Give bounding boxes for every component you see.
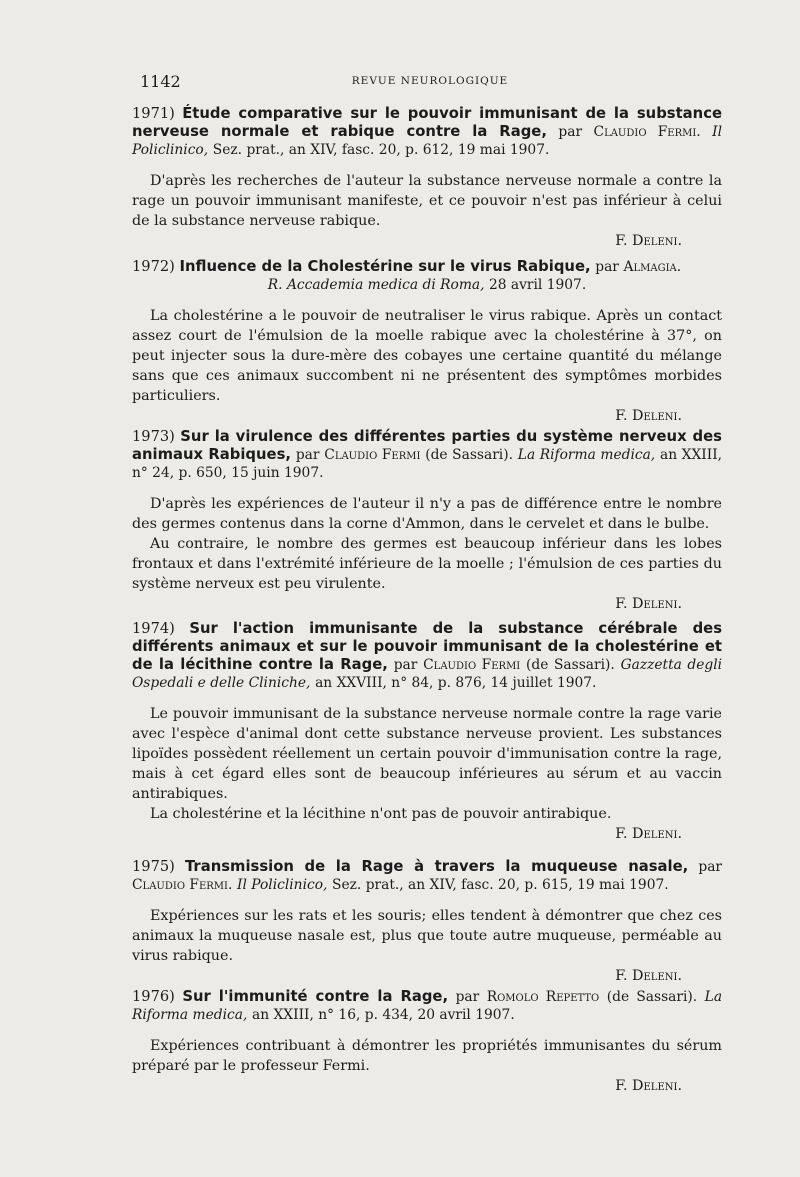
signature: F. Deleni.: [615, 1078, 682, 1094]
entry-heading: [132, 258, 722, 294]
page-number: 1142: [140, 72, 181, 91]
entry-citation-details: Sez. prat., an XIV, fasc. 20, p. 615, 19 mai 1907.: [332, 877, 669, 893]
entry-abstract: [132, 306, 722, 426]
abstract-text: Le pouvoir immunisant de la substance nerveuse normale contre la rage varie avec l'espèce d'animal dont cette substance nerveuse provient. Les substances lipoïdes possèdent réellement un certain pouvoir d'immunisation contre la rage, mais à cet égard elles sont de beaucoup inférieures au sérum et au vaccin antirabiques.: [132, 706, 722, 802]
abstract-text: Expériences sur les rats et les souris; elles tendent à démontrer que chez ces animaux la muqueuse nasale est, plus que toute autre muqueuse, perméable au virus rabique.: [132, 908, 722, 964]
entry-author: Claudio Fermi: [324, 447, 421, 463]
abstract-text: D'après les expériences de l'auteur il n'y a pas de différence entre le nombre des germes contenus dans la corne d'Ammon, dans le cervelet et dans le bulbe.: [132, 496, 722, 532]
entry-number: 1972): [132, 258, 175, 275]
entry-citation-details: an XXVIII, n° 84, p. 876, 14 juillet 1907.: [315, 675, 597, 691]
byline-par: par: [393, 657, 418, 673]
entry-journal: La Riforma medica,: [132, 989, 723, 1023]
abstract-text: La cholestérine et la lécithine n'ont pas de pouvoir antirabique.: [150, 806, 612, 822]
abstract-text: D'après les recherches de l'auteur la substance nerveuse normale a contre la rage un pouvoir immunisant manifeste, et ce pouvoir n'est pas inférieur à celui de la substance nerveuse rabique.: [132, 173, 722, 229]
page-header: [140, 72, 720, 94]
entry-citation-details: 28 avril 1907.: [488, 277, 587, 293]
entry-citation-details: Sez. prat., an XIV, fasc. 20, p. 612, 19 mai 1907.: [212, 142, 550, 158]
signature: F. Deleni.: [615, 233, 682, 249]
abstract-entry-1971: [132, 105, 722, 251]
entry-author: Claudio Fermi.: [593, 124, 701, 140]
entry-journal: Il Policlinico,: [237, 877, 328, 893]
abstract-text: Expériences contribuant à démontrer les propriétés immunisantes du sérum préparé par le professeur Fermi.: [132, 1038, 722, 1074]
abstract-text: La cholestérine a le pouvoir de neutraliser le virus rabique. Après un contact assez court de l'émulsion de la moelle rabique avec la cholestérine à 37°, on peut injecter sous la dure-mère des cobayes une certaine quantité du mélange sans que ces animaux succombent ni ne présentent des symptômes morbides particuliers.: [132, 308, 722, 404]
entry-abstract: [132, 171, 722, 251]
signature: F. Deleni.: [615, 968, 682, 984]
entry-affiliation: (de Sassari).: [425, 447, 513, 463]
entry-affiliation: (de Sassari).: [606, 989, 698, 1005]
entry-number: 1971): [132, 105, 175, 122]
entry-citation-details: an XXIII, n° 16, p. 434, 20 avril 1907.: [251, 1007, 515, 1023]
byline-par: par: [455, 989, 480, 1005]
abstract-entry-1974: [132, 620, 722, 844]
entry-journal: R. Accademia medica di Roma,: [267, 277, 485, 293]
entry-affiliation: (de Sassari).: [526, 657, 615, 673]
running-head: REVUE NEUROLOGIQUE: [351, 75, 509, 87]
entry-abstract: [132, 494, 722, 614]
entry-number: 1976): [132, 988, 175, 1005]
byline-par: par: [558, 124, 583, 140]
entry-number: 1974): [132, 620, 175, 637]
entry-heading: [132, 105, 722, 159]
entry-journal: Il Policlinico,: [132, 124, 723, 158]
entry-author: Almagia.: [623, 259, 682, 275]
entry-abstract: [132, 906, 722, 986]
entry-heading: [132, 620, 722, 692]
abstract-entry-1976: [132, 988, 722, 1096]
entry-title: Sur l'action immunisante de la substance cérébrale des différents animaux et sur le pouvoir immunisant de la cholestérine et de la lécithine contre la Rage,: [132, 620, 723, 673]
abstract-entry-1972: [132, 258, 722, 426]
entry-title: Sur la virulence des différentes parties du système nerveux des animaux Rabiques,: [132, 428, 722, 463]
entry-abstract: [132, 1036, 722, 1096]
entry-heading: [132, 858, 722, 894]
entry-number: 1973): [132, 428, 175, 445]
entry-journal: Gazzetta degli Ospedali e delle Cliniche,: [132, 657, 723, 691]
abstract-entry-1975: [132, 858, 722, 986]
abstract-entry-1973: [132, 428, 722, 614]
entry-author: Romolo Repetto: [486, 989, 600, 1005]
entry-abstract: [132, 704, 722, 844]
signature: F. Deleni.: [615, 826, 682, 842]
entry-number: 1975): [132, 858, 175, 875]
signature: F. Deleni.: [615, 408, 682, 424]
byline-par: par: [698, 859, 723, 875]
entry-title: Influence de la Cholestérine sur le virus Rabique,: [179, 258, 591, 275]
entry-citation-details: an XXIII, n° 24, p. 650, 15 juin 1907.: [132, 447, 723, 481]
byline-par: par: [295, 447, 320, 463]
signature: F. Deleni.: [615, 596, 682, 612]
entry-journal: La Riforma medica,: [517, 447, 656, 463]
abstract-text: Au contraire, le nombre des germes est beaucoup inférieur dans les lobes frontaux et dans l'extrémité inférieure de la moelle ; l'émulsion de ces parties du système nerveux est peu virulente.: [132, 536, 722, 592]
entry-title: Transmission de la Rage à travers la muqueuse nasale,: [184, 858, 689, 875]
entry-author: Claudio Fermi: [423, 657, 521, 673]
entry-title: Sur l'immunité contre la Rage,: [182, 988, 449, 1005]
byline-par: par: [595, 259, 619, 275]
entry-title: Étude comparative sur le pouvoir immunisant de la substance nerveuse normale et rabique contre la Rage,: [132, 105, 722, 140]
entry-author: Claudio Fermi.: [132, 877, 233, 893]
entry-heading: [132, 428, 722, 482]
entry-heading: [132, 988, 722, 1024]
